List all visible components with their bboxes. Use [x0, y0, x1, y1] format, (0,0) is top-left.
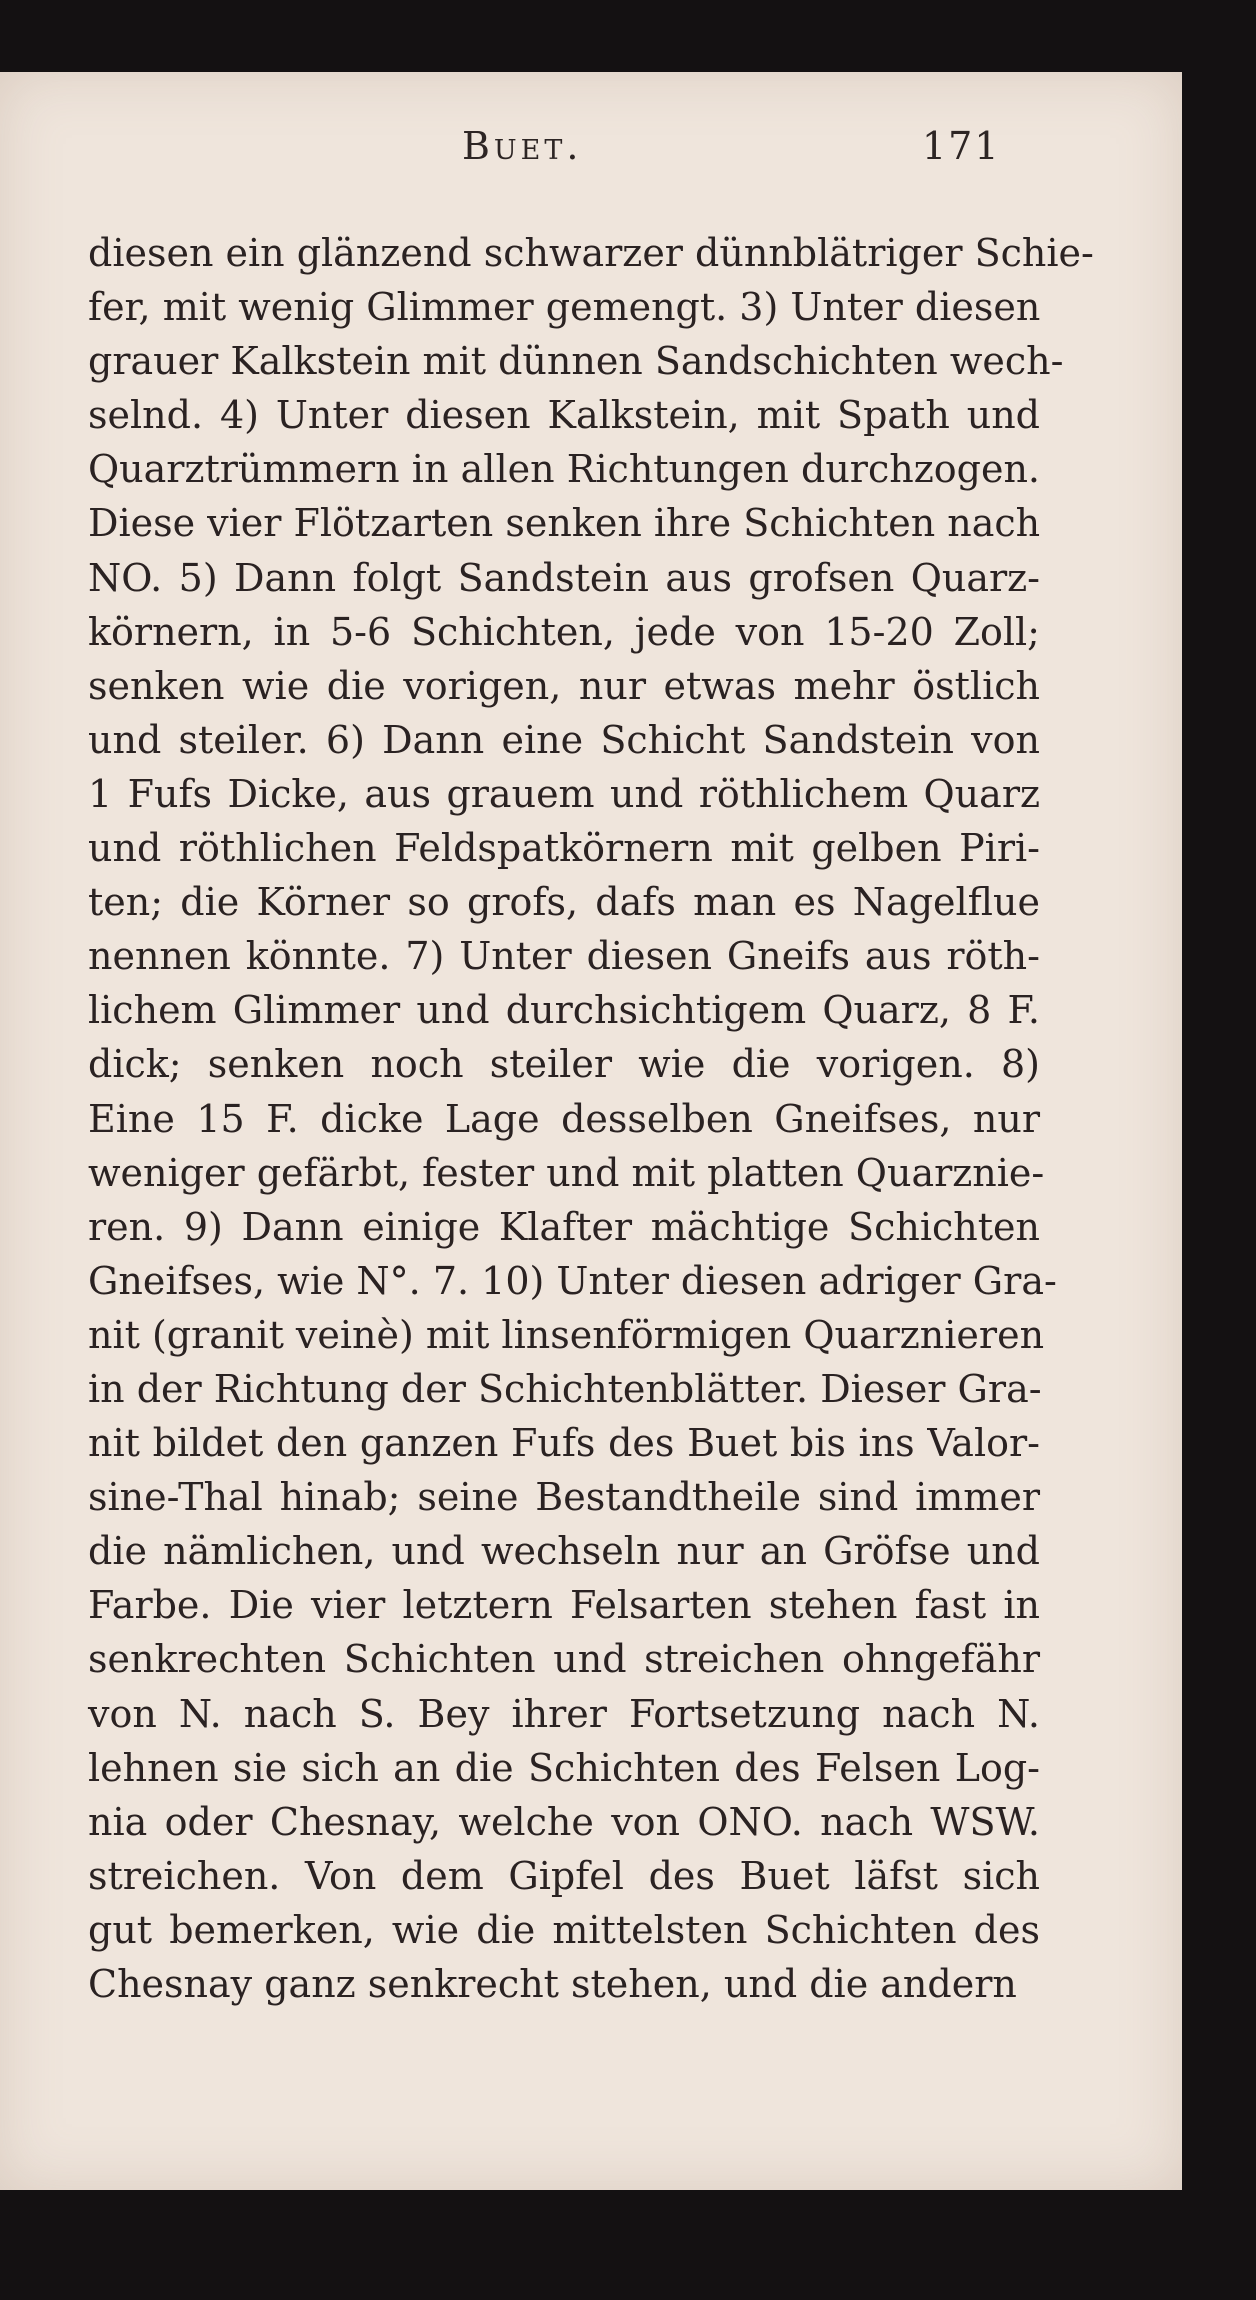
text-line: selnd. 4) Unter diesen Kalkstein, mit Spath und [88, 393, 1040, 438]
text-line: nit (granit veinè) mit linsenförmigen Quarznieren [88, 1312, 1045, 1357]
text-line: nennen könnte. 7) Unter diesen Gneifs aus röth- [88, 934, 1040, 979]
text-line: grauer Kalkstein mit dünnen Sandschichten wech- [88, 339, 1064, 384]
text-line: sine-Thal hinab; seine Bestandtheile sind immer [88, 1475, 1040, 1520]
paper-speck [62, 2122, 70, 2130]
text-line: Farbe. Die vier letztern Felsarten stehen fast in [88, 1583, 1040, 1628]
text-line: senkrechten Schichten und streichen ohngefähr [88, 1637, 1040, 1682]
text-line: in der Richtung der Schichtenblätter. Dieser Gra- [88, 1366, 1042, 1411]
running-head-title: Buet. [462, 124, 583, 168]
text-line: lichem Glimmer und durchsichtigem Quarz, 8 F. [88, 988, 1040, 1033]
text-line: senken wie die vorigen, nur etwas mehr östlich [88, 663, 1040, 708]
text-line: lehnen sie sich an die Schichten des Felsen Log- [88, 1745, 1040, 1790]
text-line: nit bildet den ganzen Fufs des Buet bis ins Valor- [88, 1421, 1040, 1466]
text-line: Chesnay ganz senkrecht stehen, und die andern [88, 1962, 1017, 2006]
text-line: und steiler. 6) Dann eine Schicht Sandstein von [88, 717, 1040, 762]
text-line: gut bemerken, wie die mittelsten Schichten des [88, 1907, 1040, 1952]
body-text [88, 226, 1094, 2011]
running-head [0, 124, 1182, 184]
text-line: Gneifses, wie N°. 7. 10) Unter diesen adriger Gra- [88, 1258, 1057, 1303]
text-line: fer, mit wenig Glimmer gemengt. 3) Unter diesen [88, 285, 1041, 330]
text-line: und röthlichen Feldspatkörnern mit gelben Piri- [88, 826, 1040, 871]
text-line: nia oder Chesnay, welche von ONO. nach WSW. [88, 1799, 1040, 1844]
text-line: von N. nach S. Bey ihrer Fortsetzung nach N. [88, 1691, 1040, 1736]
text-line: Quarztrümmern in allen Richtungen durchzogen. [88, 447, 1040, 492]
text-line: ten; die Körner so grofs, dafs man es Nagelflue [88, 880, 1040, 925]
text-line: 1 Fufs Dicke, aus grauem und röthlichem Quarz [88, 771, 1040, 816]
text-line: Diese vier Flötzarten senken ihre Schichten nach [88, 501, 1041, 546]
text-line: NO. 5) Dann folgt Sandstein aus grofsen Quarz- [88, 555, 1040, 600]
text-line: Eine 15 F. dicke Lage desselben Gneifses, nur [88, 1096, 1040, 1141]
text-line: die nämlichen, und wechseln nur an Gröfse und [88, 1529, 1040, 1574]
page-number: 171 [922, 124, 1001, 168]
text-line: streichen. Von dem Gipfel des Buet läfst sich [88, 1853, 1040, 1898]
text-line: weniger gefärbt, fester und mit platten Quarznie- [88, 1150, 1045, 1195]
text-line: ren. 9) Dann einige Klafter mächtige Schichten [88, 1204, 1040, 1249]
text-line: körnern, in 5-6 Schichten, jede von 15-20 Zoll; [88, 609, 1040, 654]
text-line: dick; senken noch steiler wie die vorigen. 8) [88, 1042, 1040, 1087]
text-line: diesen ein glänzend schwarzer dünnblätriger Schie- [88, 231, 1094, 275]
